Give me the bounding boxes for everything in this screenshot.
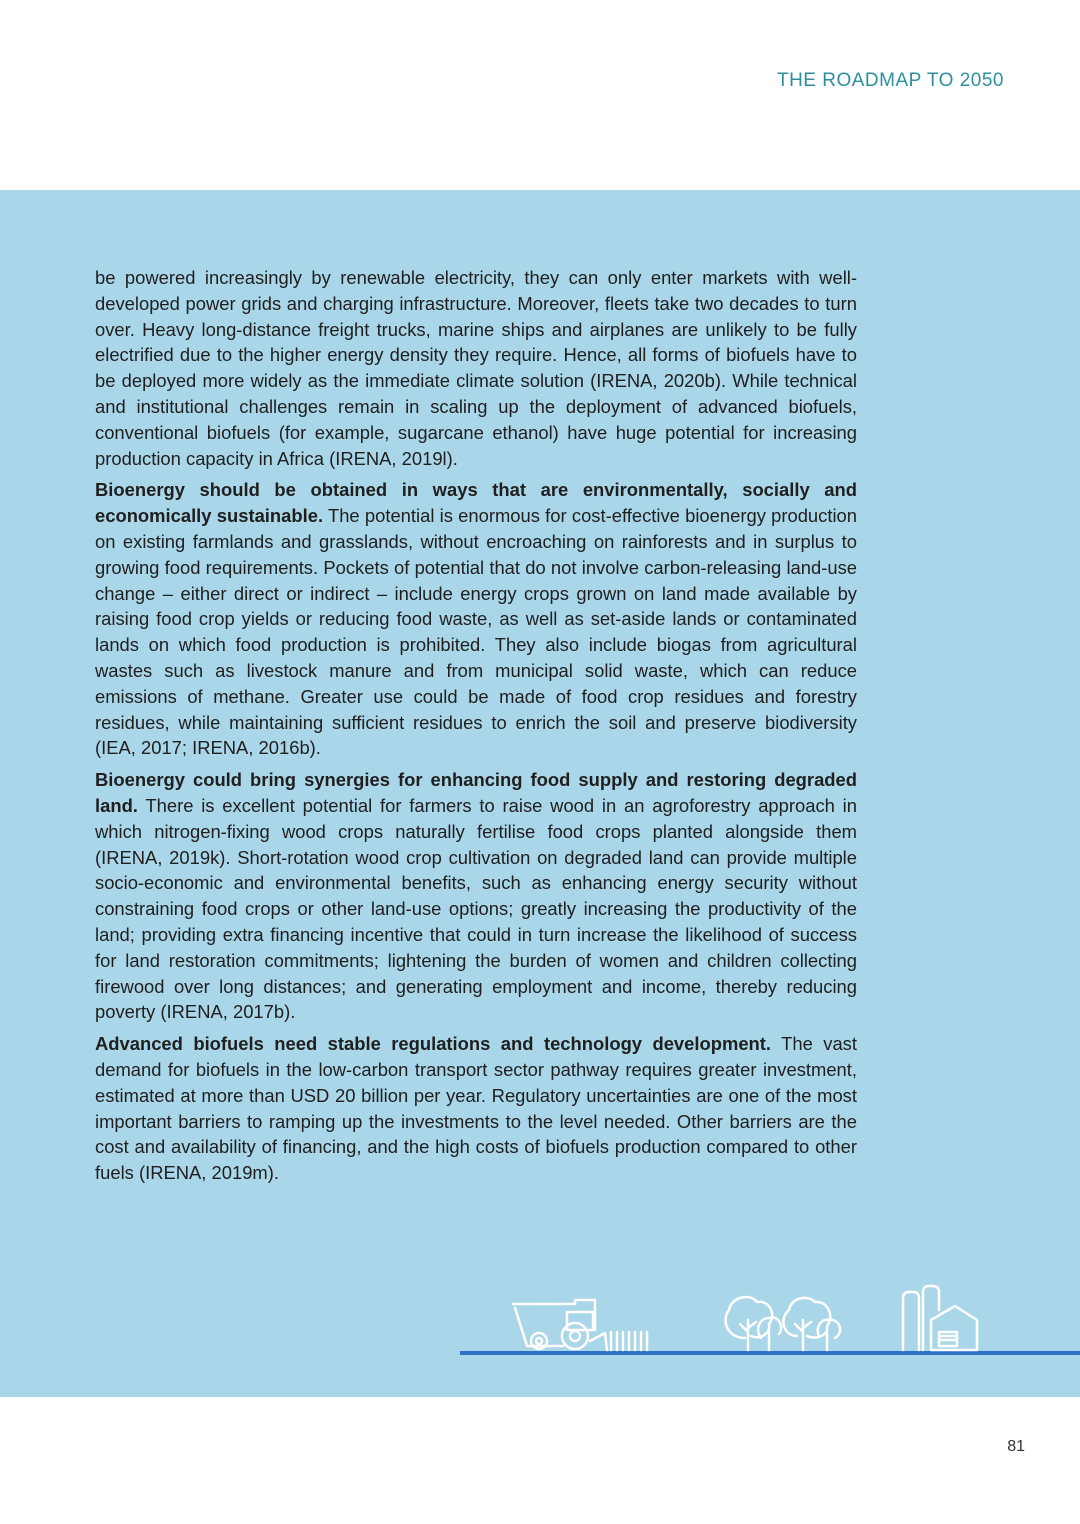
paragraph-text: There is excellent potential for farmers to raise wood in an agroforestry approach in which nitrogen-fixing wood crops naturally fertilise food crops planted alongside them (IRENA, 2019k). Short-rotation wood crop cultivation on degraded land can provide multiple socio-economic and environmental benefits, such as enhancing energy security without constraining food crops or other land-use options; greatly increasing the productivity of the land; providing extra financing incentive that could in turn increase the likelihood of success for land restoration commitments; lightening the burden of women and children collecting firewood over long distances; and generating employment and income, thereby reducing poverty (IRENA, 2017b). xyxy=(95,794,857,1023)
factory-icon xyxy=(903,1286,977,1350)
body-text xyxy=(95,265,857,1192)
paragraph-lead: Bioenergy should be obtained in ways that are environmentally, socially and economically sustainable. xyxy=(95,479,857,527)
trees-icon xyxy=(726,1297,841,1350)
paragraph-1 xyxy=(95,265,857,471)
paragraph-4 xyxy=(95,1031,857,1186)
paragraph-3 xyxy=(95,767,857,1025)
harvester-icon xyxy=(513,1300,647,1350)
bioenergy-illustration xyxy=(455,1278,1080,1360)
paragraph-text: The vast demand for biofuels in the low-carbon transport sector pathway requires greater investment, estimated at more than USD 20 billion per year. Regulatory uncertainties are one of the most important barriers to ramping up the investments to the level needed. Other barriers are the cost and availability of financing, and the high costs of biofuels production compared to other fuels (IRENA, 2019m). xyxy=(95,1033,857,1184)
baseline-rule xyxy=(460,1351,1080,1355)
running-head: THE ROADMAP TO 2050 xyxy=(776,70,1004,91)
paragraph-text: The potential is enormous for cost-effective bioenergy production on existing farmlands and grasslands, without encroaching on rainforests and in surplus to growing food requirements. Pockets of potential that do not involve carbon-releasing land-use change – either direct or indirect – include energy crops grown on land made available by raising food crop yields or reducing food waste, as well as set-aside lands or contaminated lands on which food production is prohibited. They also include biogas from agricultural wastes such as livestock manure and from municipal solid waste, which can reduce emissions of methane. Greater use could be made of food crop residues and forestry residues, while maintaining sufficient residues to enrich the soil and preserve biodiversity (IEA, 2017; IRENA, 2016b). xyxy=(95,505,857,759)
paragraph-text: be powered increasingly by renewable electricity, they can only enter markets with well-developed power grids and charging infrastructure. Moreover, fleets take two decades to turn over. Heavy long-distance freight trucks, marine ships and airplanes are unlikely to be fully electrified due to the higher energy density they require. Hence, all forms of biofuels have to be deployed more widely as the immediate climate solution (IRENA, 2020b). While technical and institutional challenges remain in scaling up the deployment of advanced biofuels, conventional biofuels (for example, sugarcane ethanol) have huge potential for increasing production capacity in Africa (IRENA, 2019l). xyxy=(95,267,857,469)
page-number: 81 xyxy=(1007,1438,1025,1455)
paragraph-lead: Advanced biofuels need stable regulations and technology development. xyxy=(95,1033,772,1055)
paragraph-lead: Bioenergy could bring synergies for enhancing food supply and restoring degraded land. xyxy=(95,769,857,816)
paragraph-2 xyxy=(95,477,857,761)
